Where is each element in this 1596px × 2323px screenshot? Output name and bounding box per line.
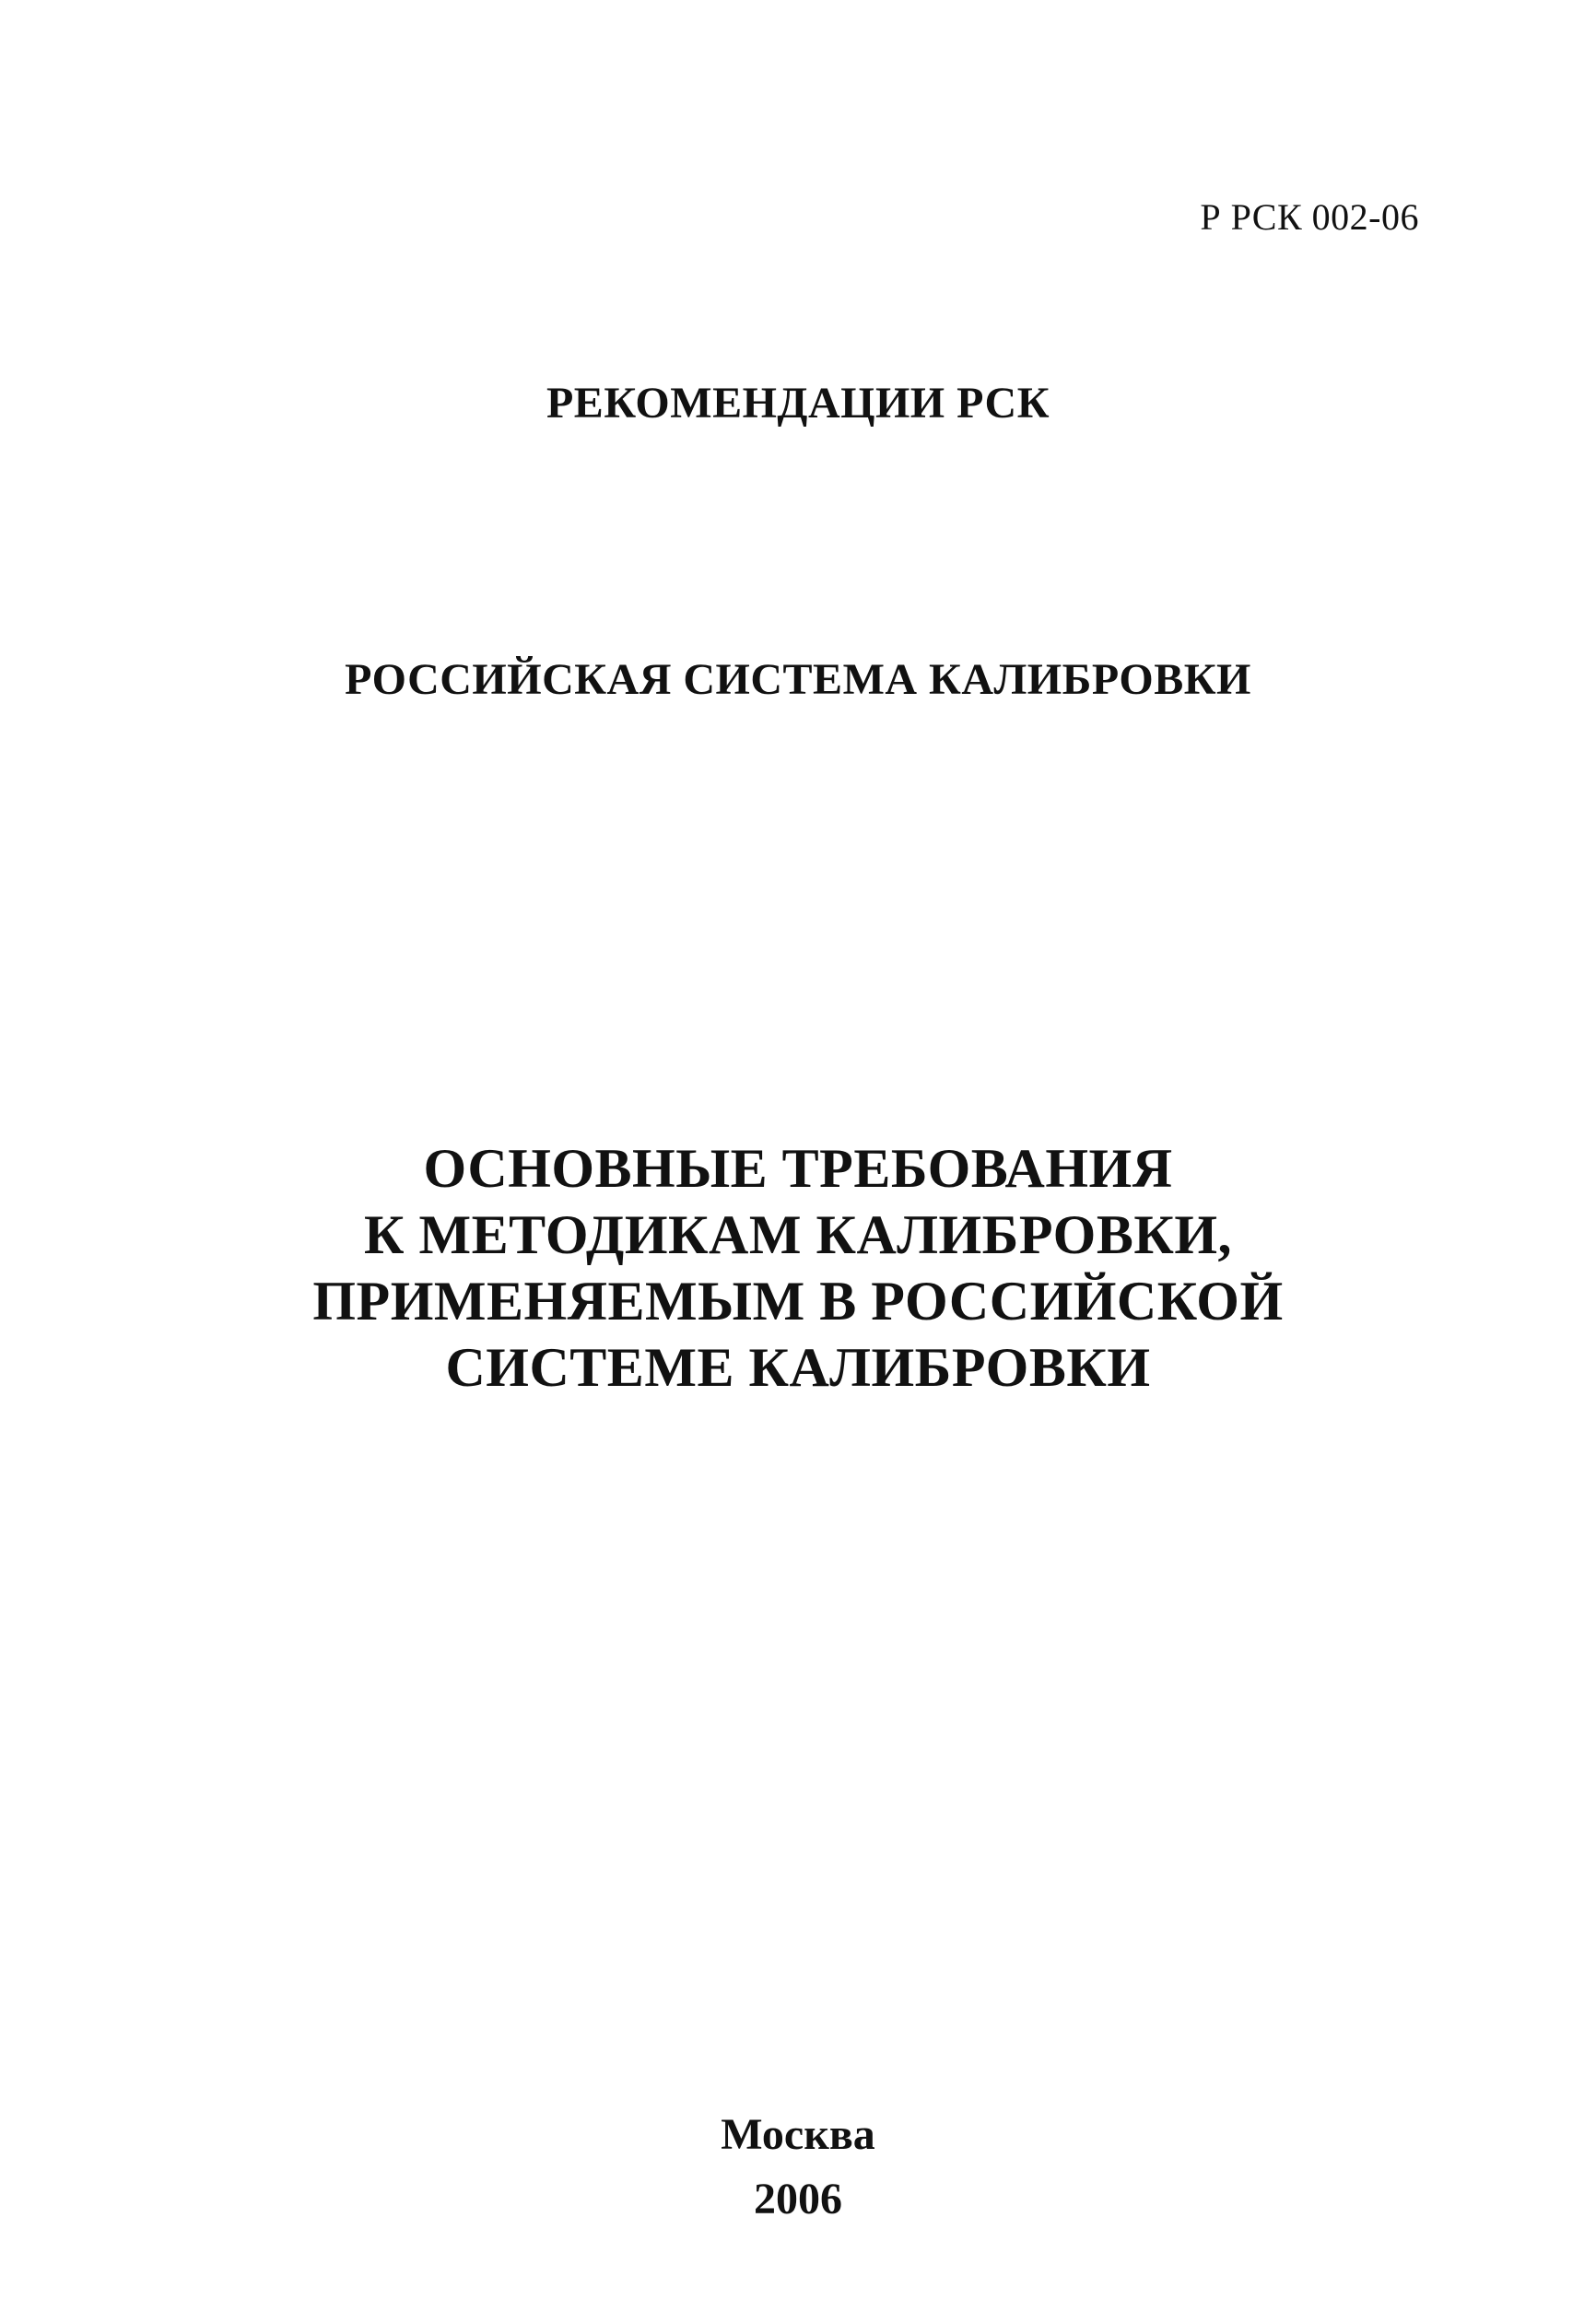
imprint bbox=[0, 2103, 1596, 2232]
publication-city: Москва bbox=[721, 2110, 875, 2159]
system-heading: РОССИЙСКАЯ СИСТЕМА КАЛИБРОВКИ bbox=[345, 655, 1251, 704]
publication-year: 2006 bbox=[754, 2175, 842, 2223]
series-heading: РЕКОМЕНДАЦИИ РСК bbox=[546, 379, 1050, 428]
document-code: Р РСК 002-06 bbox=[1200, 196, 1419, 238]
title-line-4: СИСТЕМЕ КАЛИБРОВКИ bbox=[445, 1337, 1151, 1398]
title-line-2: К МЕТОДИКАМ КАЛИБРОВКИ, bbox=[363, 1204, 1233, 1265]
title-line-3: ПРИМЕНЯЕМЫМ В РОССИЙСКОЙ bbox=[312, 1271, 1284, 1332]
main-title bbox=[0, 1135, 1596, 1401]
title-line-1: ОСНОВНЫЕ ТРЕБОВАНИЯ bbox=[423, 1138, 1173, 1199]
